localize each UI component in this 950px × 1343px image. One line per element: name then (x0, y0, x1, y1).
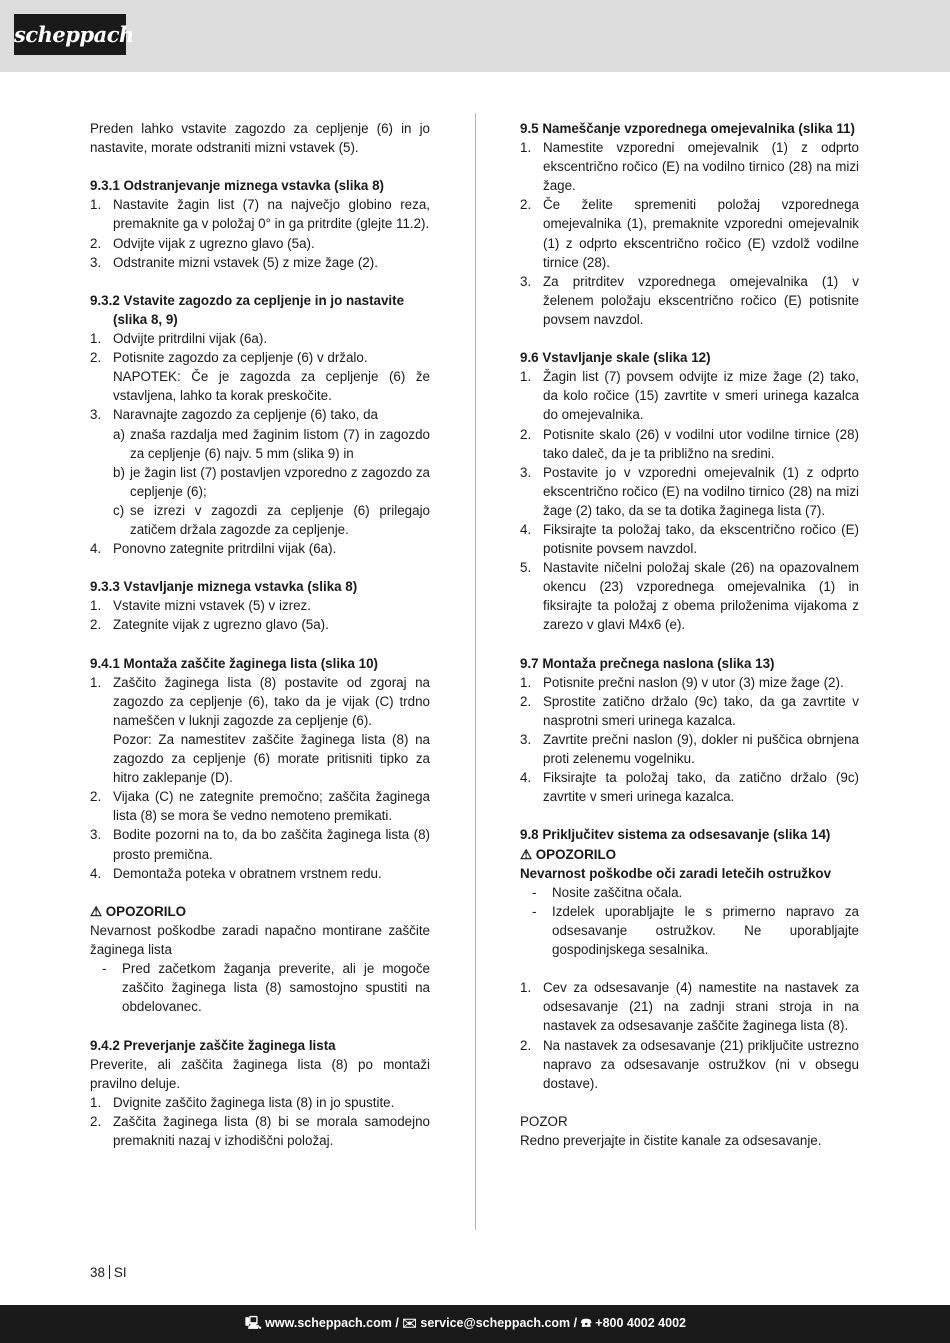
list-item: 3. Bodite pozorni na to, da bo zaščita žaginega lista (8) prosto premična. (90, 827, 430, 862)
left-column (90, 119, 430, 1150)
section-9-3-2-title: 9.3.2 Vstavite zagozdo za cepljenje in jo nastavite (slika 8, 9) (90, 292, 405, 327)
list-item: 1. Dvignite zaščito žaginega lista (8) in jo spustite. (90, 1094, 395, 1110)
email-link[interactable]: service@scheppach.com (420, 1316, 571, 1330)
list-item: 2. Zaščita žaginega lista (8) bi se morala samodejno premakniti nazaj v izhodiščni položaj. (90, 1113, 430, 1148)
list-item: 1. Odvijte pritrdilni vijak (6a). (90, 331, 268, 347)
list-item: 2. Vijaka (C) ne zategnite premočno; zaščita žaginega lista (8) se mora še vedno nemoteno premikati. (90, 789, 430, 824)
right-column (520, 119, 859, 1150)
dash-item: - Izdelek uporabljajte le s primerno napravo za odsesavanje ostružkov. Ne uporabljajte gospodinjskega sesalnika. (532, 903, 859, 958)
page-number (90, 1265, 127, 1280)
website-link[interactable]: www.scheppach.com (265, 1316, 392, 1330)
list-item: 4. Demontaža poteka v obratnem vrstnem redu. (90, 865, 382, 881)
warning-subtitle: Nevarnost poškodbe oči zaradi letečih ostružkov (520, 865, 832, 881)
section-9-8-title: 9.8 Priključitev sistema za odsesavanje (slika 14) (520, 827, 831, 843)
computer-icon: 🖳 (245, 1316, 262, 1330)
section-9-5-title: 9.5 Nameščanje vzporednega omejevalnika (slika 11) (520, 121, 855, 136)
section-9-4-2-text: Preverite, ali zaščita žaginega lista (8) po montaži pravilno deluje. (90, 1056, 430, 1091)
section-9-7-title: 9.7 Montaža prečnega naslona (slika 13) (520, 655, 775, 671)
section-9-6-title: 9.6 Vstavljanje skale (slika 12) (520, 350, 711, 366)
sub-list-item: c) se izrezi v zagozdi za cepljenje (6) prilegajo zatičem držala zagozde za cepljenje. (113, 502, 430, 537)
page-header (0, 0, 950, 72)
phone-number[interactable]: +800 4002 4002 (595, 1316, 686, 1330)
intro-text: Preden lahko vstavite zagozdo za cepljenje (6) in jo nastavite, morate odstraniti mizni vstavek (5). (90, 121, 430, 156)
page-number-value: 38 (90, 1265, 105, 1280)
list-item: 1. Potisnite prečni naslon (9) v utor (3) mize žage (2). (520, 674, 844, 690)
scheppach-logo: scheppach (14, 14, 126, 55)
warning-text: Nevarnost poškodbe zaradi napačno montirane zaščite žaginega lista (90, 922, 430, 958)
dash-item: - Nosite zaščitna očala. (532, 884, 683, 900)
section-9-4-2-title: 9.4.2 Preverjanje zaščite žaginega lista (90, 1037, 336, 1053)
pozor-title: POZOR (520, 1113, 568, 1129)
list-item: 1. Nastavite žagin list (7) na največjo globino reza, premaknite ga v položaj 0° in ga pritrdite (glejte 11.2). (90, 197, 430, 232)
page-separator (109, 1265, 110, 1279)
list-item: 5. Nastavite ničelni položaj skale (26) na opazovalnem okencu (23) vzporednega omejevalnika (1) in fiksirajte ta položaj z obema priloženima vijakoma z zarezo v glavi M4x6 (e). (520, 560, 859, 633)
section-9-3-1-title: 9.3.1 Odstranjevanje miznega vstavka (slika 8) (90, 178, 384, 194)
footer-separator: / (395, 1316, 399, 1330)
sub-list-item: a) znaša razdalja med žaginim listom (7) in zagozdo za cepljenje (6) najv. 5 mm (slika 9) in (113, 426, 430, 461)
list-item: 1. Cev za odsesavanje (4) namestite na nastavek za odsesavanje (21) na zadnji strani stroja in na nastavek za odsesavanje zaščite žaginega lista (8). (520, 980, 859, 1034)
list-item: 3. Zavrtite prečni naslon (9), dokler ni puščica obrnjena proti zelenemu vogelniku. (520, 732, 859, 767)
list-item: 2. Če želite spremeniti položaj vzporednega omejevalnika (1), premaknite vzporedni omejevalnik (1) z odprto ekscentrično ročico (E) vzdolž vodilne tirnice (28). (520, 197, 859, 270)
list-item: 3. Postavite jo v vzporedni omejevalnik (1) z odprto ekscentrično ročico (E) na vodilno tirnico (28) na mizi žage (2) tako, da se ta dotika žaginega lista (7). (520, 464, 859, 518)
mail-icon: ✉ (402, 1316, 417, 1330)
list-item: 3. Odstranite mizni vstavek (5) z mize žage (2). (90, 254, 378, 270)
list-item: 2. Na nastavek za odsesavanje (21) priključite ustrezno napravo za odsesavanje ostružkov (ni v obsegu dostave). (520, 1037, 859, 1091)
warning-title: ⚠ OPOZORILO (520, 846, 617, 862)
list-item: 4. Fiksirajte ta položaj tako, da ekscentrično ročico (E) potisnite povsem navzdol. (520, 521, 859, 557)
list-item: 3. Naravnajte zagozdo za cepljenje (6) tako, da (90, 407, 378, 423)
list-item: 2. Potisnite zagozdo za cepljenje (6) v držalo. (90, 350, 368, 366)
list-item: 1. Žagin list (7) povsem odvijte iz mize žage (2) tako, da kolo ročice (15) zavrtite v smeri urinega kazalca do omejevalnika. (520, 369, 859, 423)
list-item: 3. Za pritrditev vzporednega omejevalnika (1) v želenem položaju ekscentrično ročico (E) potisnite povsem navzdol. (520, 273, 859, 327)
list-item: 2. Odvijte vijak z ugrezno glavo (5a). (90, 235, 315, 251)
list-item: 2. Sprostite zatično držalo (9c) tako, da ga zavrtite v nasprotni smeri urinega kazalca. (520, 693, 859, 728)
pozor-text: Redno preverjajte in čistite kanale za odsesavanje. (520, 1132, 822, 1148)
section-9-4-1-title: 9.4.1 Montaža zaščite žaginega lista (slika 10) (90, 655, 379, 671)
sub-list-item: b) je žagin list (7) postavljen vzporedno z zagozdo za cepljenje (6); (113, 464, 430, 499)
page-language: SI (113, 1265, 127, 1280)
dash-item: - Pred začetkom žaganja preverite, ali je mogoče zaščito žaginega lista (8) samostojno spustiti na obdelovanec. (102, 961, 430, 1015)
list-item: 2. Potisnite skalo (26) v vodilni utor vodilne tirnice (28) tako daleč, da je ta približno na sredini. (520, 426, 859, 461)
column-divider (475, 113, 476, 1230)
list-item: 1. Zaščito žaginega lista (8) postavite od zgoraj na zagozdo za cepljenje (6), tako da je vijak (C) trdno nameščen v luknji zagozde za cepljenje (6). (90, 674, 430, 728)
page-footer (0, 1305, 950, 1343)
caution-text: Pozor: Za namestitev zaščite žaginega lista (8) na zagozdo za cepljenje (6) morate pritisniti tipko za hitro zaklepanje (D). (113, 732, 430, 786)
list-item: 1. Vstavite mizni vstavek (5) v izrez. (90, 598, 311, 614)
list-item: 4. Fiksirajte ta položaj tako, da zatično držalo (9c) zavrtite v smeri urinega kazalca. (520, 770, 859, 805)
list-item: 2. Zategnite vijak z ugrezno glavo (5a). (90, 617, 329, 633)
footer-separator: / (573, 1316, 578, 1330)
note-text: NAPOTEK: Če je zagozda za cepljenje (6) že vstavljena, lahko ta korak preskočite. (113, 369, 430, 404)
section-9-3-3-title: 9.3.3 Vstavljanje miznega vstavka (slika 8) (90, 579, 358, 595)
list-item: 4. Ponovno zategnite pritrdilni vijak (6a). (90, 541, 337, 557)
list-item: 1. Namestite vzporedni omejevalnik (1) z odprto ekscentrično ročico (E) na vodilno tirnico (28) na mizi žage. (520, 140, 859, 194)
phone-icon: ☎ (580, 1316, 592, 1330)
warning-title: ⚠ OPOZORILO (90, 903, 187, 919)
